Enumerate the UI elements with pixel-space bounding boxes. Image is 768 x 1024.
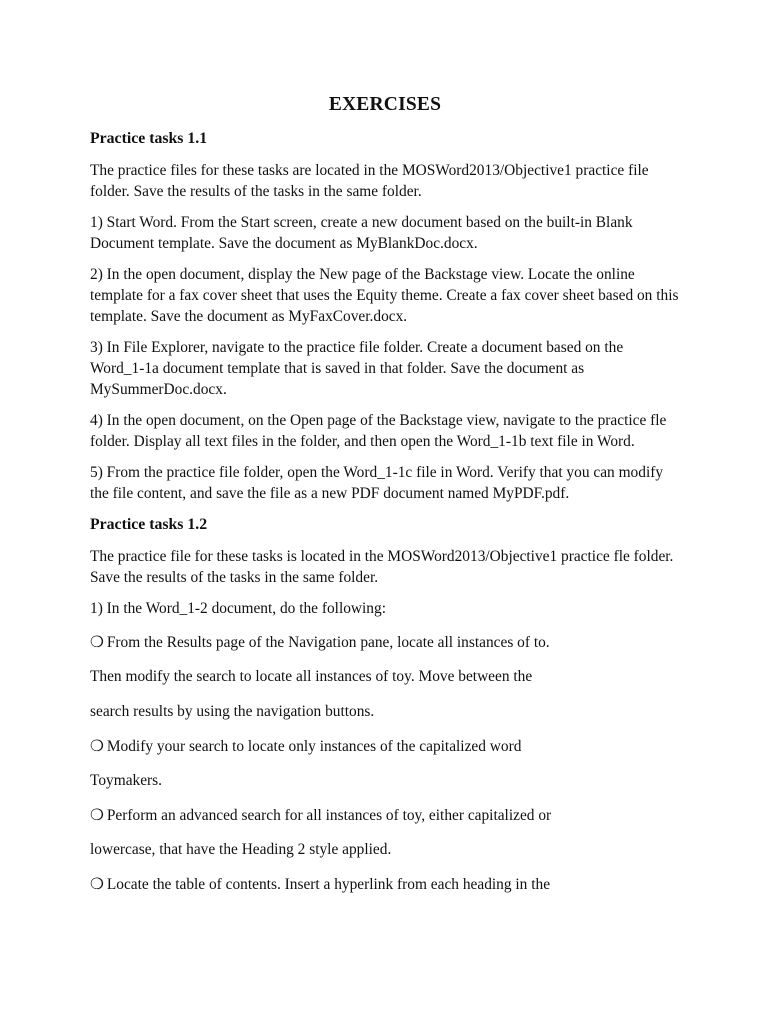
page-title: EXERCISES [328, 94, 442, 115]
section-heading-1-2: Practice tasks 1.2 [90, 516, 208, 533]
bullet-item-3 [90, 805, 680, 826]
bullet-item-3-text: Perform an advanced search for all instances of toy, either capitalized or [106, 807, 552, 824]
task-1-1-5: 5) From the practice file folder, open the Word_1-1c file in Word. Verify that you can modify the file content, and save the file as a new PDF document named MyPDF.pdf. [90, 464, 664, 502]
bullet-item-2 [90, 736, 680, 757]
circle-bullet-icon: ❍ [90, 876, 104, 893]
section-1-1-intro: The practice files for these tasks are located in the MOSWord2013/Objective1 practice file folder. Save the results of the tasks in the same folder. [90, 162, 649, 200]
document-content [90, 92, 680, 908]
section-1-2-intro: The practice file for these tasks is located in the MOSWord2013/Objective1 practice fle folder. Save the results of the tasks in the same folder. [90, 548, 674, 586]
task-1-1-1: 1) Start Word. From the Start screen, create a new document based on the built-in Blank Document template. Save the document as MyBlankDoc.docx. [90, 214, 633, 252]
task-1-1-2: 2) In the open document, display the New page of the Backstage view. Locate the online template for a fax cover sheet that uses the Equity theme. Create a fax cover sheet based on this template. Save the document as MyFaxCover.docx. [90, 266, 679, 325]
bullet-item-1-text: From the Results page of the Navigation pane, locate all instances of to. [106, 634, 550, 651]
bullet-item-4 [90, 874, 680, 895]
bullet-item-2-text: Modify your search to locate only instances of the capitalized word [106, 738, 522, 755]
bullet-item-3-continuation-1: lowercase, that have the Heading 2 style applied. [90, 841, 392, 858]
bullet-item-1 [90, 632, 680, 653]
bullet-item-1-continuation-2: search results by using the navigation buttons. [90, 703, 375, 720]
circle-bullet-icon: ❍ [90, 634, 104, 651]
bullet-item-1-continuation-1: Then modify the search to locate all instances of toy. Move between the [90, 668, 533, 685]
task-1-1-3: 3) In File Explorer, navigate to the practice file folder. Create a document based on the Word_1-1a document template that is saved in that folder. Save the document as MySummerDoc.docx. [90, 339, 624, 398]
bullet-item-2-continuation-1: Toymakers. [90, 772, 163, 789]
task-1-1-4: 4) In the open document, on the Open page of the Backstage view, navigate to the practice fle folder. Display all text files in the folder, and then open the Word_1-1b text file in Word. [90, 412, 667, 450]
circle-bullet-icon: ❍ [90, 738, 104, 755]
circle-bullet-icon: ❍ [90, 807, 104, 824]
bullet-item-4-text: Locate the table of contents. Insert a hyperlink from each heading in the [106, 876, 551, 893]
task-1-2-1: 1) In the Word_1-2 document, do the following: [90, 600, 386, 617]
section-heading-1-1: Practice tasks 1.1 [90, 130, 208, 147]
